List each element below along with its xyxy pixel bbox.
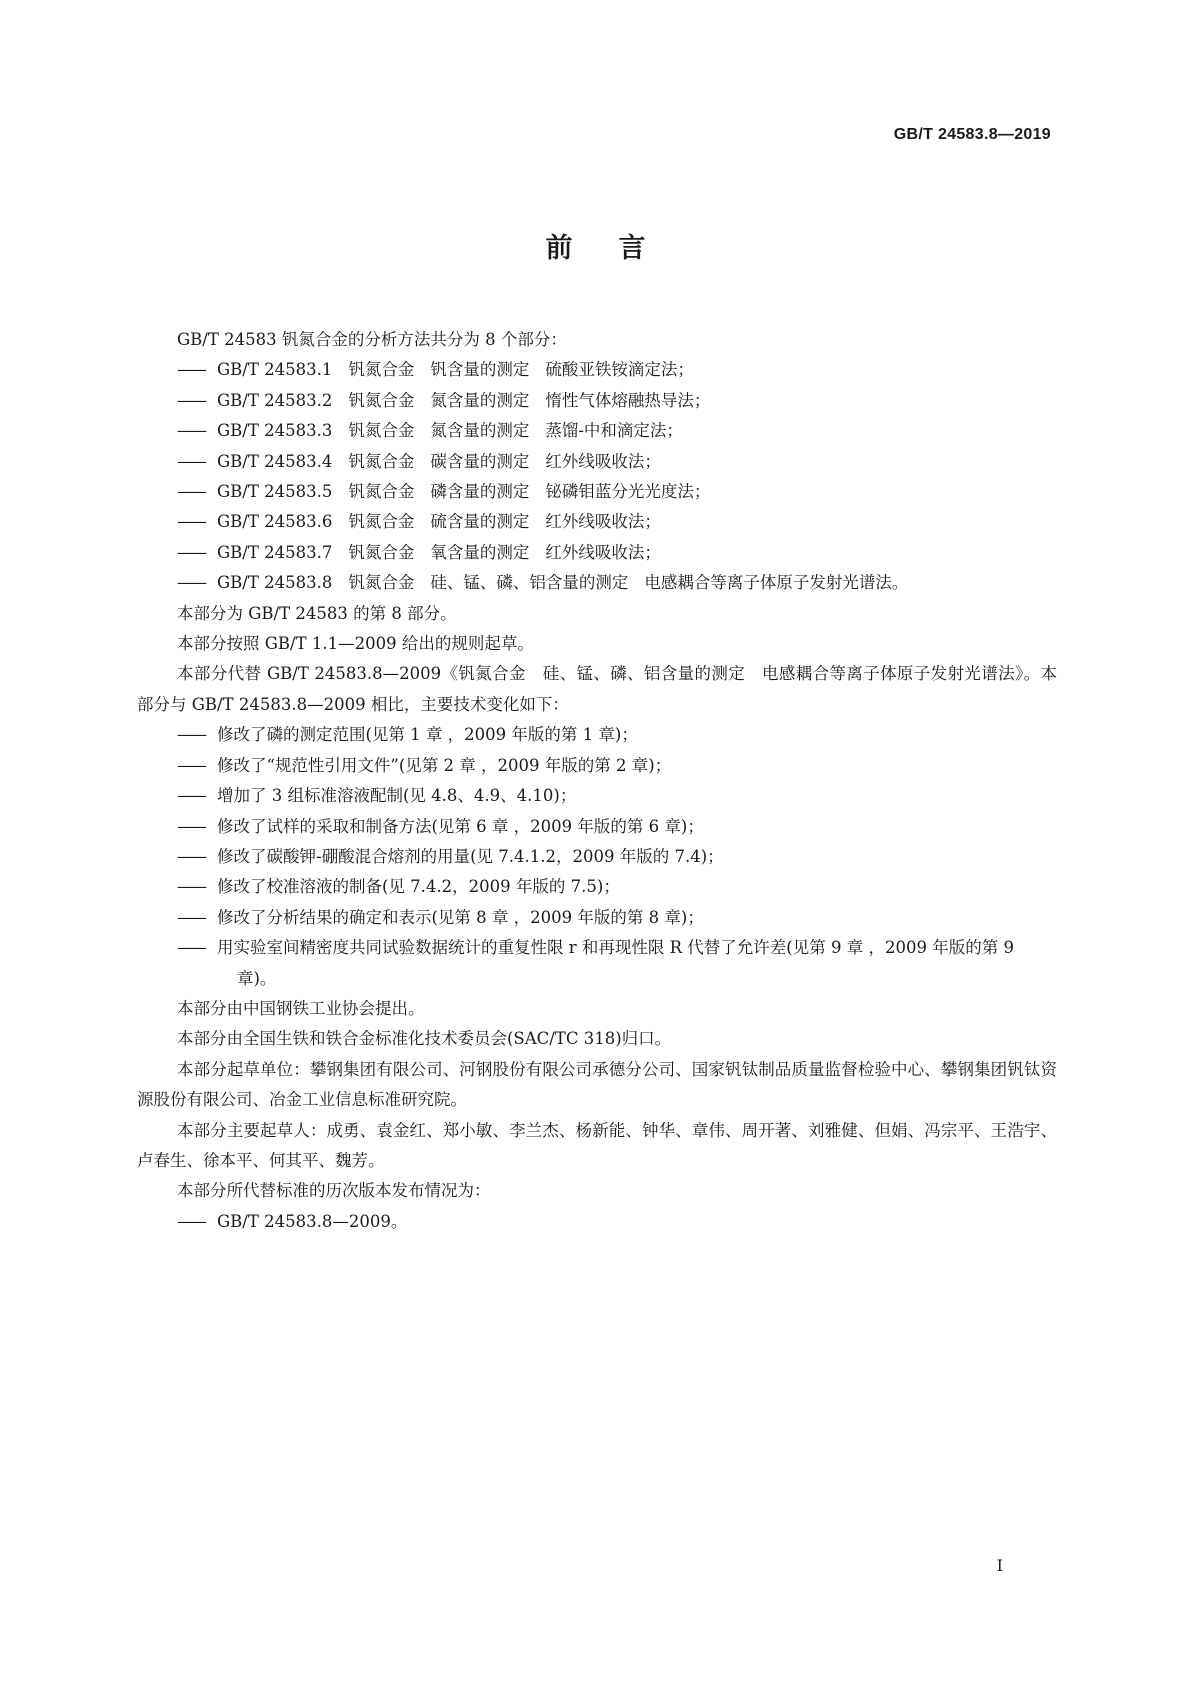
list-item: —— GB/T 24583.3 钒氮合金 氮含量的测定 蒸馏-中和滴定法； — [177, 421, 683, 441]
list-item: —— 修改了碳酸钾-硼酸混合熔剂的用量(见 7.4.1.2，2009 年版的 7.4)； — [177, 846, 724, 866]
list-item: —— 修改了校准溶液的制备(见 7.4.2，2009 年版的 7.5)； — [177, 877, 620, 897]
replacement-statement: 本部分代替 GB/T 24583.8—2009《钒氮合金 硅、锰、磷、铝含量的测定 电感耦合等离子体原子发射光谱法》。本部分与 GB/T 24583.8—2009 相比，主要技术变化如下： — [137, 664, 1057, 714]
standard-number: GB/T 24583.8—2019 — [893, 126, 1051, 143]
centralized-statement: 本部分由全国生铁和铁合金标准化技术委员会(SAC/TC 318)归口。 — [177, 1029, 672, 1049]
list-item: —— GB/T 24583.8 钒氮合金 硅、锰、磷、铝含量的测定 电感耦合等离子体原子发射光谱法。 — [177, 573, 909, 593]
list-item: —— GB/T 24583.6 钒氮合金 硫含量的测定 红外线吸收法； — [177, 512, 661, 532]
list-item: —— GB/T 24583.7 钒氮合金 氧含量的测定 红外线吸收法； — [177, 542, 661, 562]
page-number: I — [996, 1556, 1003, 1575]
list-item: —— GB/T 24583.1 钒氮合金 钒含量的测定 硫酸亚铁铵滴定法； — [177, 360, 694, 380]
list-item: —— 修改了磷的测定范围(见第 1 章 ，2009 年版的第 1 章)； — [177, 725, 638, 745]
proposed-statement: 本部分由中国钢铁工业协会提出。 — [177, 998, 425, 1018]
list-item: —— 用实验室间精密度共同试验数据统计的重复性限 r 和再现性限 R 代替了允许差(见第 9 章 ，2009 年版的第 9 章)。 — [177, 938, 1014, 988]
intro-paragraph: GB/T 24583 钒氮合金的分析方法共分为 8 个部分： — [177, 330, 567, 349]
part-statement: 本部分为 GB/T 24583 的第 8 部分。 — [177, 603, 457, 623]
list-item: —— 增加了 3 组标准溶液配制(见 4.8、4.9、4.10)； — [177, 786, 577, 806]
changes-list — [137, 720, 1057, 994]
list-item: —— GB/T 24583.4 钒氮合金 碳含量的测定 红外线吸收法； — [177, 451, 661, 471]
page-title: 前言 — [545, 233, 692, 264]
list-item: —— 修改了试样的采取和制备方法(见第 6 章 ，2009 年版的第 6 章)； — [177, 816, 704, 836]
list-item: —— GB/T 24583.2 钒氮合金 氮含量的测定 惰性气体熔融热导法； — [177, 390, 711, 410]
rules-statement: 本部分按照 GB/T 1.1—2009 给出的规则起草。 — [177, 634, 534, 654]
list-item: —— 修改了“规范性引用文件”(见第 2 章 ，2009 年版的第 2 章)； — [177, 755, 672, 775]
history-list — [137, 1207, 1057, 1237]
list-item: —— 修改了分析结果的确定和表示(见第 8 章 ，2009 年版的第 8 章)； — [177, 907, 704, 927]
drafting-units-statement: 本部分起草单位：攀钢集团有限公司、河钢股份有限公司承德分公司、国家钒钛制品质量监督检验中心、攀钢集团钒钛资源股份有限公司、冶金工业信息标准研究院。 — [137, 1059, 1057, 1110]
drafters-statement: 本部分主要起草人：成勇、袁金红、郑小敏、李兰杰、杨新能、钟华、章伟、周开著、刘雅健、但娟、冯宗平、王浩宇、卢春生、徐本平、何其平、魏芳。 — [137, 1120, 1057, 1170]
foreword-body — [137, 325, 1057, 1237]
history-intro-statement: 本部分所代替标准的历次版本发布情况为： — [177, 1181, 491, 1201]
list-item: —— GB/T 24583.8—2009。 — [177, 1211, 408, 1231]
list-item: —— GB/T 24583.5 钒氮合金 磷含量的测定 铋磷钼蓝分光光度法； — [177, 482, 711, 502]
parts-list — [137, 355, 1057, 598]
